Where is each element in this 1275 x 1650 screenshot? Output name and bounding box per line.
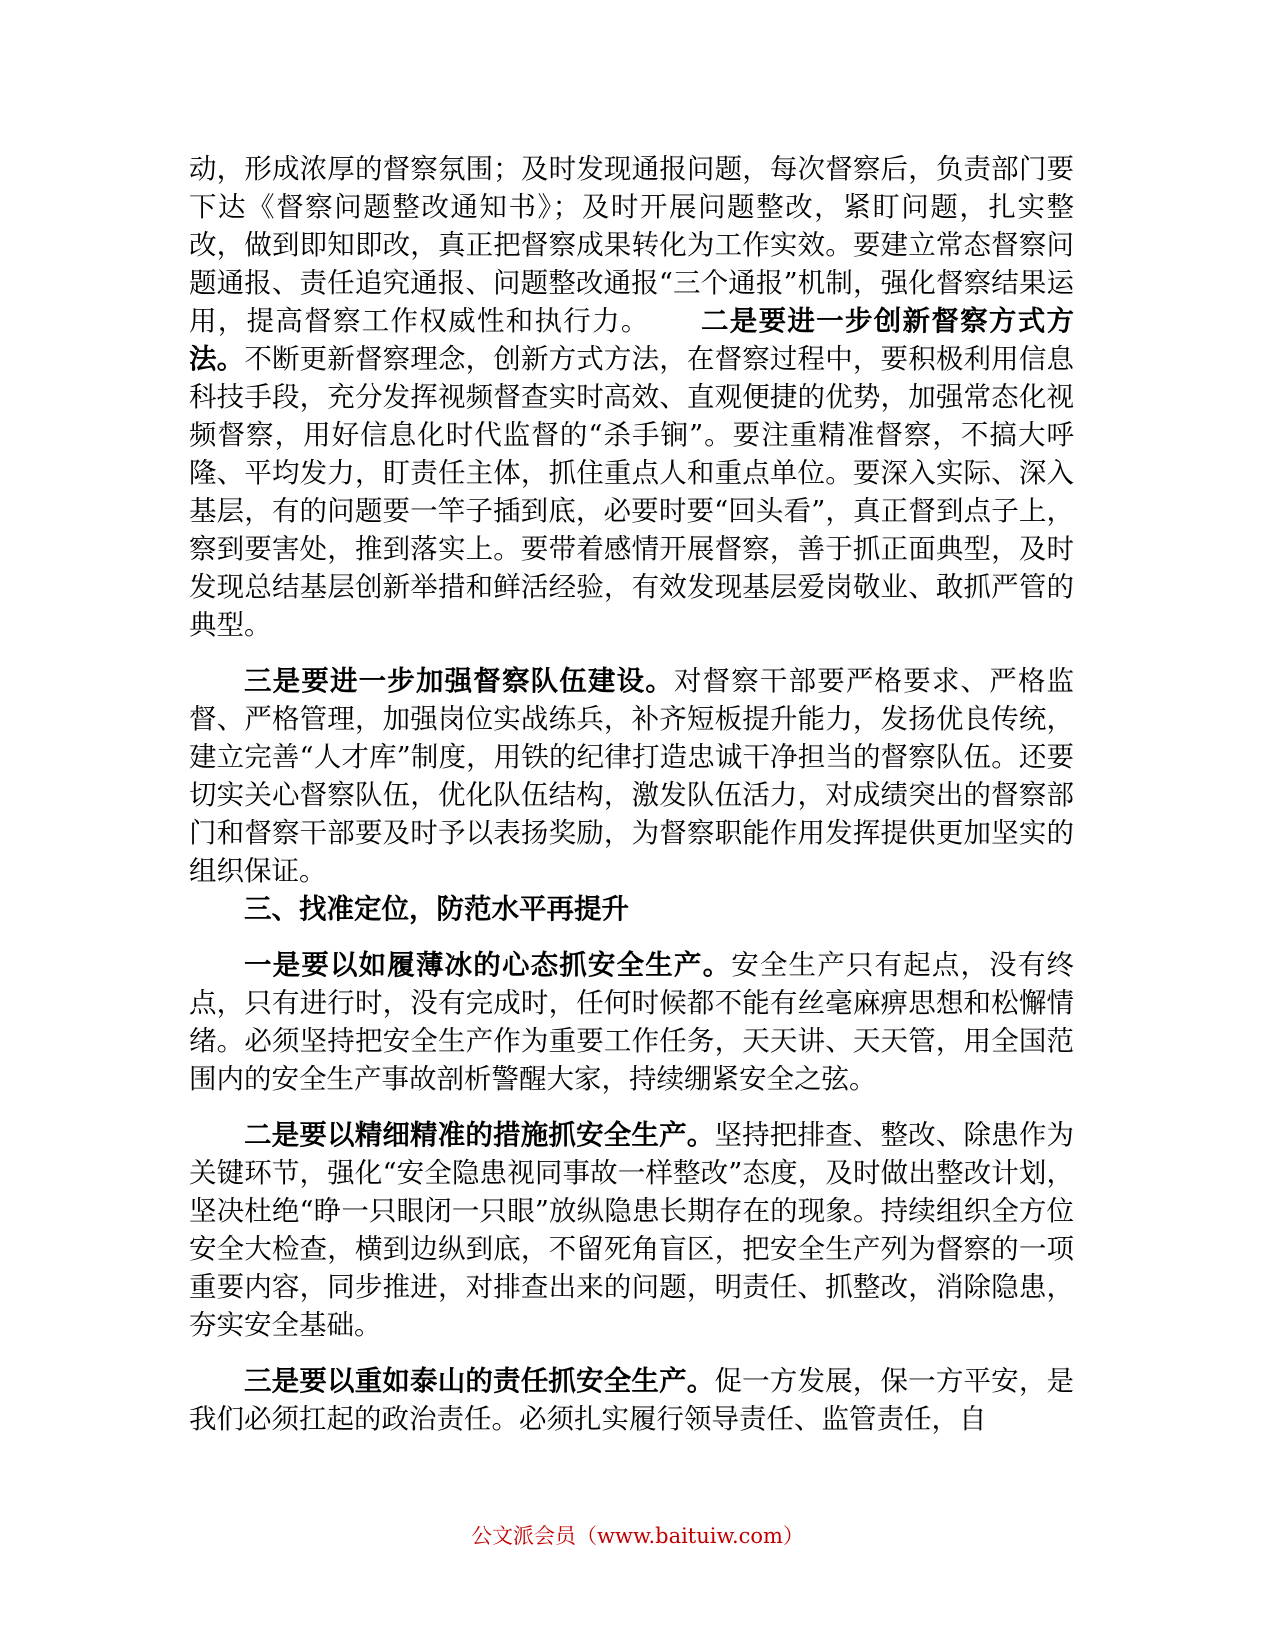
- document-body: [189, 150, 1074, 1438]
- paragraph-text: 促一方发展，保一方平安，是我们必须扛起的政治责任。必须扎实履行领导责任、监管责任，自: [189, 1365, 1075, 1435]
- paragraph-continued: [189, 150, 1074, 644]
- section-heading: 三、找准定位，防范水平再提升: [244, 893, 629, 925]
- paragraph-text: 对督察干部要严格要求、严格监督、严格管理，加强岗位实战练兵，补齐短板提升能力，发扬优良传统，建立完善“人才库”制度，用铁的纪律打造忠诚干净担当的督察队伍。还要切实关心督察队伍，优化队伍结构，激发队伍活力，对成绩突出的督察部门和督察干部要及时予以表扬奖励，为督察职能作用发挥提供更加坚实的组织保证。: [189, 665, 1075, 887]
- paragraph-safety-mindset: [189, 946, 1074, 1098]
- paragraph-lead: 三是要进一步加强督察队伍建设。: [244, 665, 674, 697]
- footer-watermark: 公文派会员（www.baituiw.com）: [471, 1524, 804, 1548]
- paragraph-text: 坚持把排查、整改、除患作为关键环节，强化“安全隐患视同事故一样整改”态度，及时做出整改计划，坚决杜绝“睁一只眼闭一只眼”放纵隐患长期存在的现象。持续组织全方位安全大检查，横到边纵到底，不留死角盲区，把安全生产列为督察的一项重要内容，同步推进，对排查出来的问题，明责任、抓整改，消除隐患，夯实安全基础。: [189, 1119, 1075, 1341]
- paragraph-lead: 二是要进一步创新督察方式方法。: [189, 305, 1075, 375]
- paragraph-lead: 二是要以精细精准的措施抓安全生产。: [244, 1119, 715, 1151]
- paragraph-text: 动，形成浓厚的督察氛围；及时发现通报问题，每次督察后，负责部门要下达《督察问题整改通知书》；及时开展问题整改，紧盯问题，扎实整改，做到即知即改，真正把督察成果转化为工作实效。要建立常态督察问题通报、责任追究通报、问题整改通报“三个通报”机制，强化督察结果运用，提高督察工作权威性和执行力。: [189, 153, 1074, 337]
- paragraph-team-building: [189, 662, 1074, 890]
- paragraph-lead: 一是要以如履薄冰的心态抓安全生产。: [244, 949, 732, 981]
- paragraph-lead: 三是要以重如泰山的责任抓安全生产。: [244, 1365, 715, 1397]
- paragraph-text: 不断更新督察理念，创新方式方法，在督察过程中，要积极利用信息科技手段，充分发挥视频督查实时高效、直观便捷的优势，加强常态化视频督察，用好信息化时代监督的“杀手锏”。要注重精准督察，不搞大呼隆、平均发力，盯责任主体，抓住重点人和重点单位。要深入实际、深入基层，有的问题要一竿子插到底，必要时要“回头看”，真正督到点子上，察到要害处，推到落实上。要带着感情开展督察，善于抓正面典型，及时发现总结基层创新举措和鲜活经验，有效发现基层爱岗敬业、敢抓严管的典型。: [189, 343, 1075, 641]
- paragraph-safety-measures: [189, 1116, 1074, 1344]
- paragraph-safety-responsibility: [189, 1362, 1074, 1438]
- paragraph-text: 安全生产只有起点，没有终点，只有进行时，没有完成时，任何时候都不能有丝毫麻痹思想和松懈情绪。必须坚持把安全生产作为重要工作任务，天天讲、天天管，用全国范围内的安全生产事故剖析警醒大家，持续绷紧安全之弦。: [189, 949, 1075, 1095]
